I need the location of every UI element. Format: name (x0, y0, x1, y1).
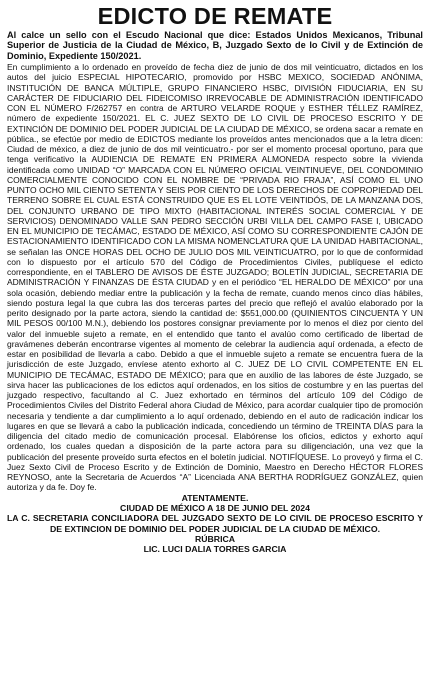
closing-atentamente: ATENTAMENTE. (181, 492, 249, 503)
signer-title: LA C. SECRETARIA CONCILIADORA DEL JUZGADO SEXTO DE LO CIVIL DE PROCESO ESCRITO Y DE EXTINCION DE DOMINIO DEL PODER JUDICIAL DE LA CIUDAD DE MÉXICO. (7, 513, 423, 534)
edict-title: EDICTO DE REMATE (97, 3, 333, 29)
rubrica-label: RÚBRICA (194, 533, 236, 544)
edict-body: En cumplimiento a lo ordenado en proveído de fecha diez de junio de dos mil veinticuatro, dictados en los autos del juicio ESPECIAL HIPOTECARIO, promovido por HSBC MEXICO, SOCIEDAD ANÓNIMA, INSTITUCIÓN DE BANCA MÚLTIPLE, GRUPO FINANCIERO HSBC, DIVISIÓN FIDUCIARIA, EN SU CARÁCTER DE FIDUCIARIO DEL FIDEICOMISO IRREVOCABLE DE ADMINISTRACIÓN IDENTIFICADO CON EL NÚMERO F/262757 en contra de ARTURO VELARDE ROQUE y ESTHER TÉLLEZ RAMÍREZ, número de expediente 150/2021. EL C. JUEZ SEXTO DE LO CIVIL DE PROCESO ESCRITO Y DE EXTINCIÓN DE DOMINIO DEL PODER JUDICIAL DE LA CIUDAD DE MÉXICO, se ordena sacar a remate en pública., se efectúe por medio de EDICTOS mediante los proveídos antes mencionados que a la letra dicen: Ciudad de méxico, a diez de junio de dos mil veinticuatro.- por ser el momento procesal oportuno, para que tenga verificativo la AUDIENCIA DE REMATE EN PRIMERA ALMONEDA respecto sobre la vivienda identificada como UNIDAD “O” MARCADA CON EL NÚMERO OFICIAL VEINTINUEVE, DEL CONDOMINIO COMERCIALMENTE CONOCIDO CON EL NOMBRE DE “PRIVADA RIO FRAJA”, ASÍ COMO EL UNO PUNTO OCHO MIL CIENTO SETENTA Y SEIS POR CIENTO DE LOS DERECHOS DE COPROPIEDAD DEL TERRENO SOBRE EL CUAL ESTÁ CONSTRUIDO QUE ES EL LOTE VEINTIDÓS, DE LA MANZANA DOS, DEL CONJUNTO URBANO DE TIPO MIXTO (HABITACIONAL INTERÉS SOCIAL COMERCIAL Y DE SERVICIOS) DENOMINADO VALLE SAN PEDRO SECCIÓN URBI VILLA DEL CAMPO FASE I, UBICADO EN EL MUNICIPIO DE TECÁMAC, ESTADO DE MÉXICO, ASÍ COMO SU CORRESPONDIENTE CAJÓN DE ESTACIONAMIENTO IDENTIFICADO CON LA MISMA NOMENCLATURA QUE LA UNIDAD HABITACIONAL, se señalan las ONCE HORAS DEL OCHO DE JULIO DOS MIL VEINTICUATRO, por lo que de conformidad con lo dispuesto por el artículo 570 del Código de Procedimientos Civiles, publíquese el edicto correspondiente, en el TABLERO DE AVISOS DE ÉSTE JUZGADO; BOLETÍN JUDICIAL, SECRETARIA DE ADMINISTRACIÓN Y FINANZAS DE ÉSTA CIUDAD y en el periódico “EL HERALDO DE MÉXICO” por una sola ocasión, debiendo mediar entre la publicación y la fecha de remate, cuando menos cinco días hábiles, siendo postura legal la que cubra las dos terceras partes del precio que reflejó el avalúo elaborado por la perito designado por la parte actora, siendo la cantidad de: $551,000.00 (QUINIENTOS CINCUENTA Y UN MIL PESOS 00/100 M.N.), debiendo los postores consignar previamente por lo menos el diez por ciento del valor del inmueble sujeto a remate, en el entendido que tanto el avalúo como certificado de libertad de gravámenes deberán encontrarse vigentes al momento de celebrar la audiencia aquí ordenada, a efecto de estar en posibilidad de llevarla a cabo. Debido a que el inmueble sujeto a remate se encuentra fuera de la jurisdicción de este Juzgado, envíese atento exhorto al C. JUEZ DE LO CIVIL COMPETENTE EN EL MUNICIPIO DE TECÁMAC, ESTADO DE MÉXICO; para que en auxilio de las labores de éste Juzgado, se sirva hacer las publicaciones de los edictos aquí ordenados, en los sitios de costumbre y en las puertas del juzgado respectivo, facultando al C. Juez exhortado en términos del artículo 109 del Código de Procedimientos Civiles del Distrito Federal ahora Ciudad de México, para acordar cualquier tipo de promoción necesaria y tendiente a dar cumplimiento a lo aquí ordenado, debiendo en el auto de radicación indicar los lugares en que se llevará a cabo la publicación indicada, concediendo un término de TREINTA DÍAS para la diligencia del citado medio de comunicación procesal. Elabórense los oficios, edictos y exhorto aquí ordenado, los cuales quedan a disposición de la parte actora para su diligenciación, una vez que la publicación del presente proveído surta efectos en el boletín judicial. NOTIFÍQUESE. Lo proveyó y firma el C. Juez Sexto Civil de Proceso Escrito y de Extinción de Dominio, Maestro en Derecho HÉCTOR FLORES REYNOSO, ante la Secretaria de Acuerdos “A” Licenciada ANA BERTHA RODRÍGUEZ GONZÁLEZ, quien autoriza y da fe. Doy fe. (7, 62, 423, 493)
closing-date: CIUDAD DE MÉXICO A 18 DE JUNIO DEL 2024 (120, 503, 310, 514)
signer-name: LIC. LUCI DALIA TORRES GARCIA (143, 544, 287, 555)
seal-description: Al calce un sello con el Escudo Nacional que dice: Estados Unidos Mexicanos, Tribunal Superior de Justicia de la Ciudad de México, B, Juzgado Sexto de lo Civil y de Extinción de Dominio, Expediente 150/2021. (7, 30, 423, 61)
